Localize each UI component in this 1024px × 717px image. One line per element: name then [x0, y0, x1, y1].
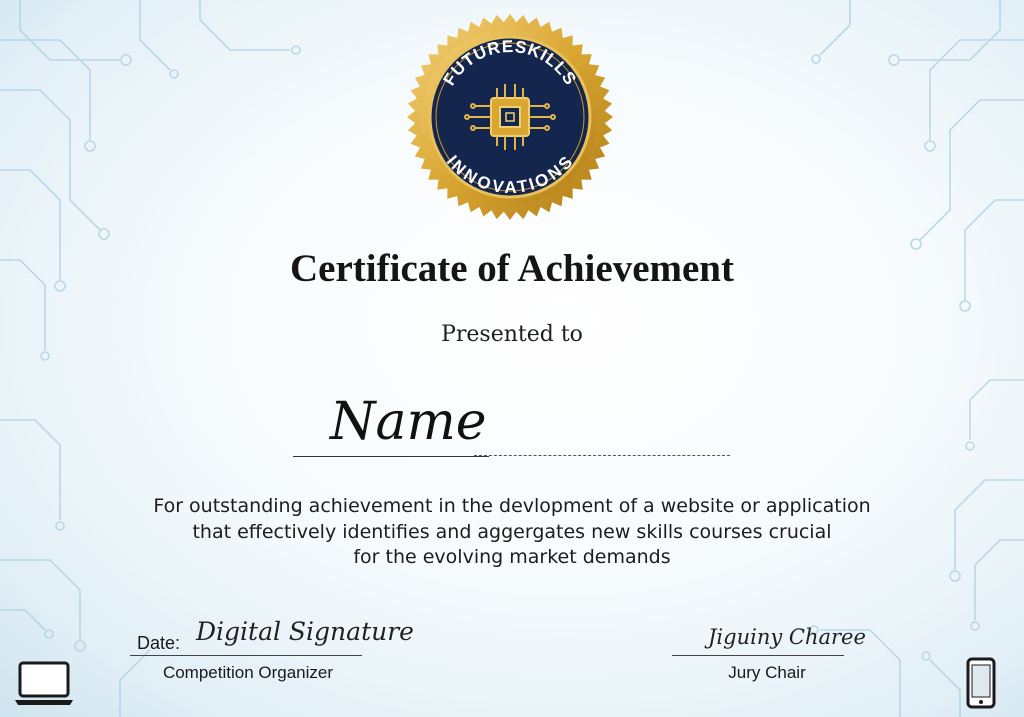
- achievement-description: [140, 494, 884, 571]
- jury-signature: Jiguiny Charee: [708, 625, 866, 649]
- certificate-title: Certificate of Achievement: [290, 247, 734, 290]
- organizer-signature: Digital Signature: [196, 617, 414, 646]
- futureskills-seal: [405, 12, 615, 222]
- description-line: that effectively identifies and aggergates new skills courses crucial: [192, 520, 832, 543]
- description-line: For outstanding achievement in the devlopment of a website or application: [153, 495, 871, 517]
- laptop-icon: [13, 660, 75, 708]
- seal-top-text: FUTURESKILLS: [439, 36, 581, 89]
- recipient-name: Name: [330, 392, 487, 452]
- organizer-signature-line: [130, 655, 362, 656]
- jury-signature-line: [672, 655, 844, 656]
- jury-role: Jury Chair: [728, 663, 806, 682]
- name-dashed-line: [474, 455, 730, 456]
- organizer-role: Competition Organizer: [162, 663, 334, 682]
- description-line: for the evolving market demands: [353, 546, 671, 568]
- date-label: Date:: [137, 633, 181, 653]
- smartphone-icon: [966, 657, 996, 709]
- presented-to-label: Presented to: [441, 322, 583, 347]
- name-underline: [293, 456, 489, 457]
- seal-bottom-text: INNOVATIONS: [442, 151, 577, 198]
